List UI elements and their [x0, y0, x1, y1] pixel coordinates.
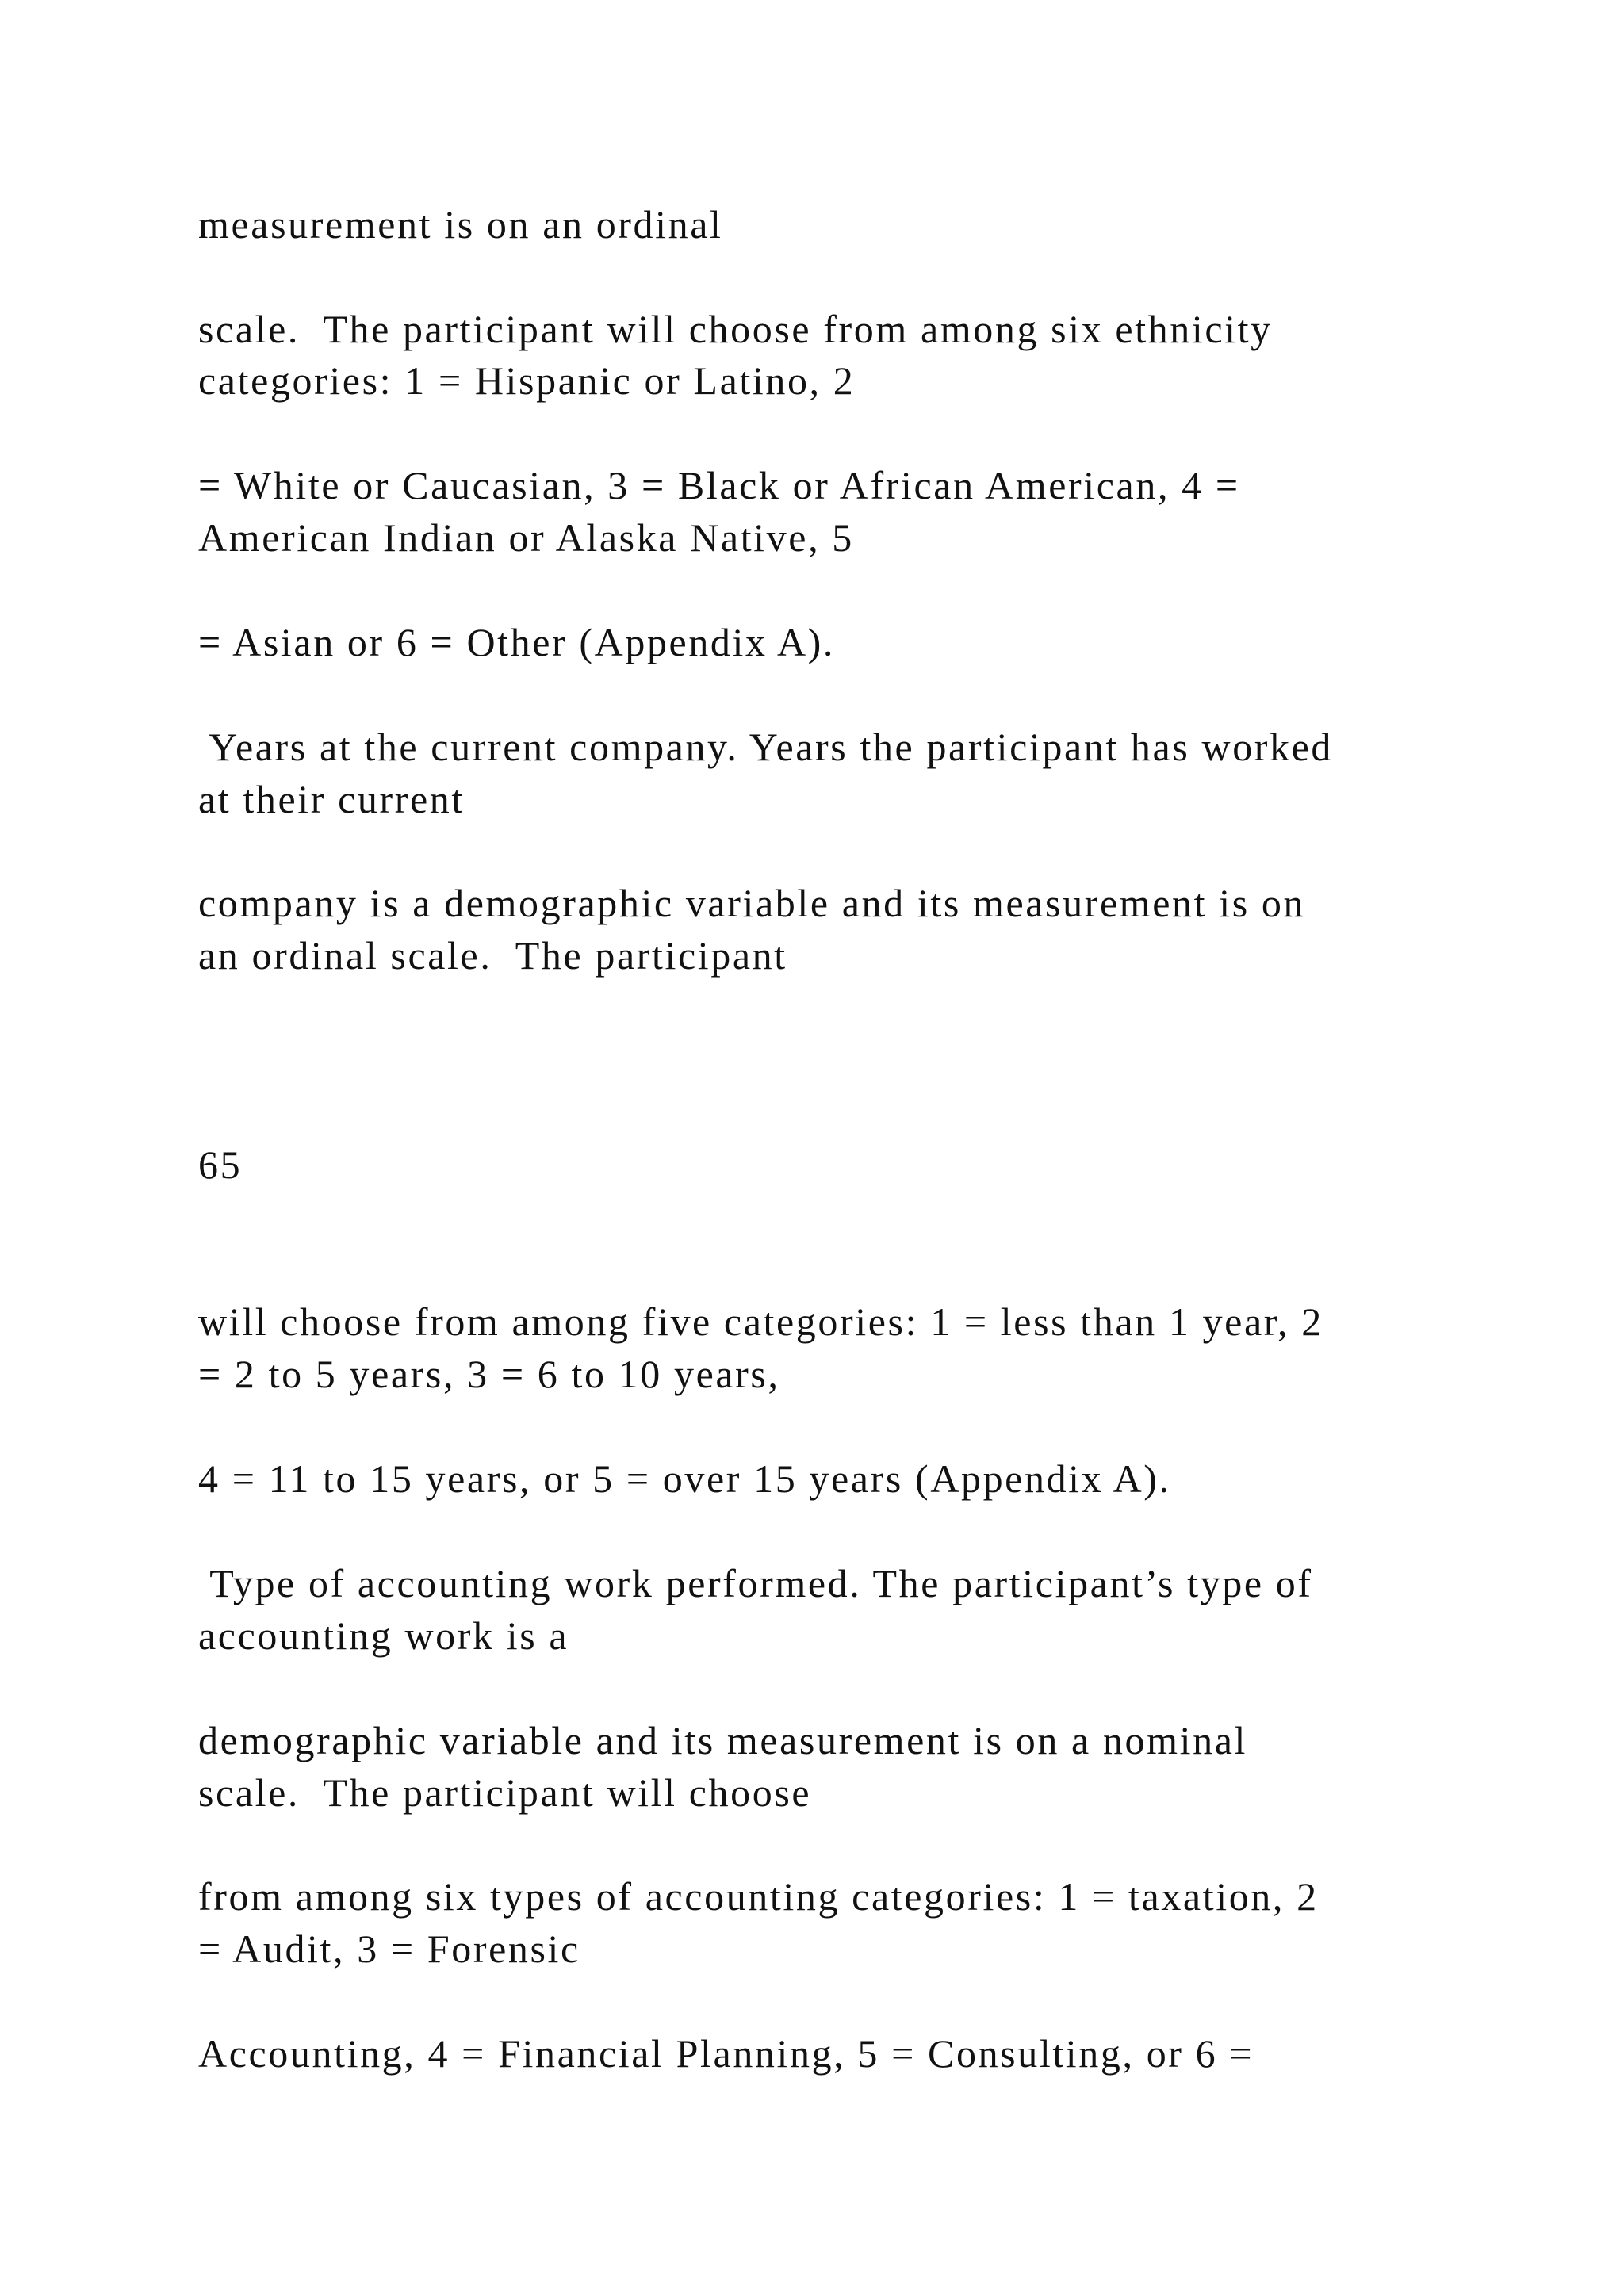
text-line: demographic variable and its measurement is on a nominal — [198, 1718, 1248, 1762]
text-line: at their current — [198, 777, 465, 821]
text-line: accounting work is a — [198, 1613, 569, 1658]
text-line: measurement is on an ordinal — [198, 202, 723, 247]
text-line: Years at the current company. Years the participant has worked — [198, 725, 1334, 769]
text-line: scale. The participant will choose — [198, 1770, 812, 1815]
text-line: company is a demographic variable and its measurement is on — [198, 881, 1306, 925]
text-line: = White or Caucasian, 3 = Black or African American, 4 = — [198, 463, 1240, 507]
text-line: scale. The participant will choose from among six ethnicity — [198, 307, 1273, 351]
text-line: Accounting, 4 = Financial Planning, 5 = Consulting, or 6 = — [198, 2031, 1254, 2076]
text-line: 4 = 11 to 15 years, or 5 = over 15 years (Appendix A). — [198, 1456, 1171, 1501]
text-line: = Asian or 6 = Other (Appendix A). — [198, 620, 836, 664]
text-line: will choose from among five categories: 1 = less than 1 year, 2 — [198, 1299, 1323, 1344]
text-line: Type of accounting work performed. The participant’s type of — [198, 1561, 1313, 1605]
text-line: = 2 to 5 years, 3 = 6 to 10 years, — [198, 1352, 780, 1396]
text-line: categories: 1 = Hispanic or Latino, 2 — [198, 358, 856, 403]
text-line: from among six types of accounting categories: 1 = taxation, 2 — [198, 1874, 1319, 1919]
text-line: American Indian or Alaska Native, 5 — [198, 515, 854, 560]
page-number: 65 — [198, 1142, 243, 1187]
text-line: = Audit, 3 = Forensic — [198, 1927, 580, 1971]
text-line: an ordinal scale. The participant — [198, 933, 787, 978]
